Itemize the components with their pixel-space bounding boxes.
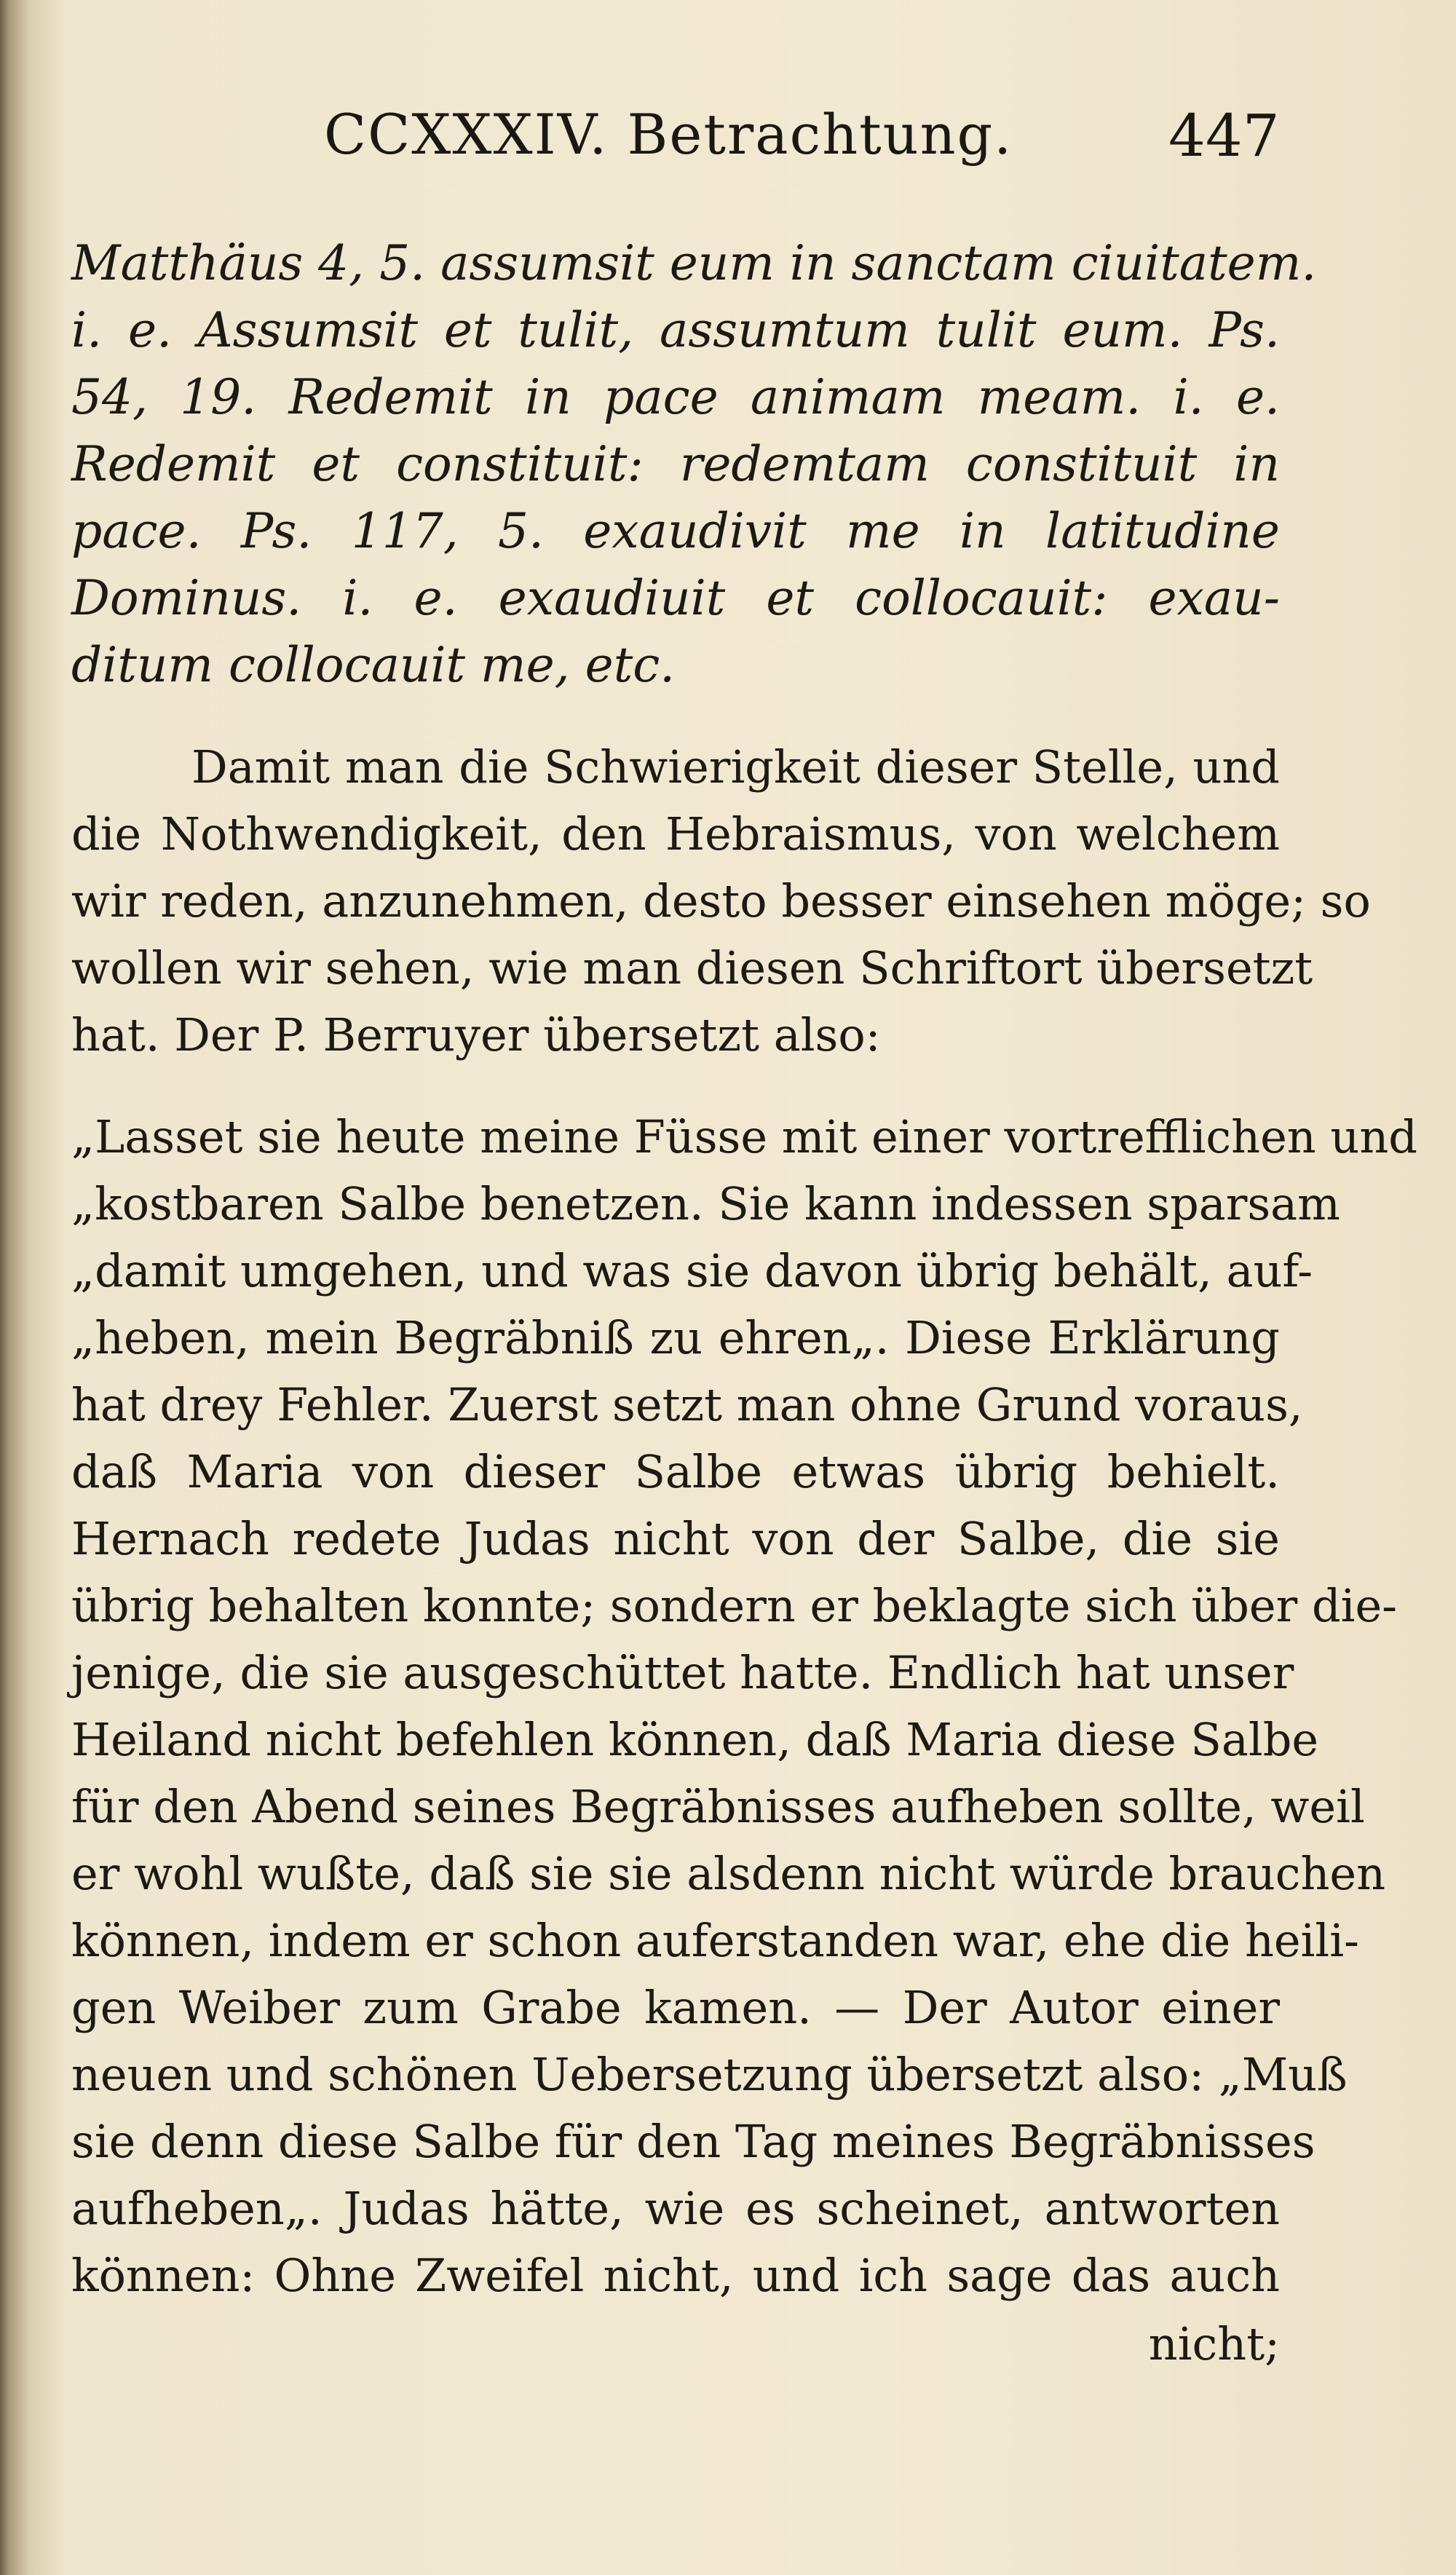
text-line: gen Weiber zum Grabe kamen. — Der Autor einer	[71, 1981, 1280, 2034]
text-line: „heben, mein Begräbniß zu ehren„. Diese Erklärung	[71, 1311, 1280, 1364]
text-line: Dominus. i. e. exaudiuit et collocauit: exau-	[71, 570, 1280, 626]
text-line: Matthäus 4, 5. assumsit eum in sanctam ciuitatem.	[71, 235, 1317, 291]
text-line: neuen und schönen Uebersetzung übersetzt also: „Muß	[71, 2048, 1348, 2101]
text-line: übrig behalten konnte; sondern er beklagte sich über die-	[71, 1579, 1398, 1632]
text-line: „Lasset sie heute meine Füsse mit einer vortrefflichen und	[71, 1110, 1417, 1163]
text-line: ditum collocauit me, etc.	[71, 637, 676, 693]
text-line: jenige, die sie ausgeschüttet hatte. Endlich hat unser	[71, 1646, 1294, 1699]
text-line: „damit umgehen, und was sie davon übrig behält, auf-	[71, 1244, 1313, 1297]
text-line: wir reden, anzunehmen, desto besser einsehen möge; so	[71, 874, 1371, 927]
text-line: Hernach redete Judas nicht von der Salbe, die sie	[71, 1512, 1280, 1565]
page-header	[0, 102, 1456, 182]
text-line: Damit man die Schwierigkeit dieser Stelle, und	[191, 740, 1280, 794]
text-line: „kostbaren Salbe benetzen. Sie kann indessen sparsam	[71, 1177, 1340, 1230]
text-line: Heiland nicht befehlen können, daß Maria diese Salbe	[71, 1713, 1319, 1766]
text-line: er wohl wußte, daß sie sie alsdenn nicht würde brauchen	[71, 1847, 1386, 1900]
running-title: CCXXXIV. Betrachtung.	[324, 102, 1013, 167]
text-line: daß Maria von dieser Salbe etwas übrig behielt.	[71, 1445, 1280, 1498]
text-line: sie denn diese Salbe für den Tag meines Begräbnisses	[71, 2115, 1315, 2168]
text-line: Redemit et constituit: redemtam constituit in	[71, 436, 1280, 492]
catchword: nicht;	[1148, 2317, 1280, 2370]
text-line: für den Abend seines Begräbnisses aufheben sollte, weil	[71, 1780, 1365, 1833]
text-line: hat drey Fehler. Zuerst setzt man ohne Grund voraus,	[71, 1378, 1303, 1431]
text-line: aufheben„. Judas hätte, wie es scheinet, antworten	[71, 2182, 1280, 2235]
text-line: können: Ohne Zweifel nicht, und ich sage das auch	[71, 2249, 1280, 2302]
text-line: 54, 19. Redemit in pace animam meam. i. e.	[71, 369, 1280, 425]
text-line: wollen wir sehen, wie man diesen Schriftort übersetzt	[71, 941, 1313, 994]
text-line: die Nothwendigkeit, den Hebraismus, von welchem	[71, 807, 1280, 861]
text-line: pace. Ps. 117, 5. exaudivit me in latitudine	[71, 503, 1280, 559]
text-line: hat. Der P. Berruyer übersetzt also:	[71, 1008, 881, 1061]
text-line: können, indem er schon auferstanden war, ehe die heili-	[71, 1914, 1359, 1967]
text-line: i. e. Assumsit et tulit, assumtum tulit eum. Ps.	[71, 302, 1280, 358]
page-number: 447	[1168, 102, 1280, 170]
